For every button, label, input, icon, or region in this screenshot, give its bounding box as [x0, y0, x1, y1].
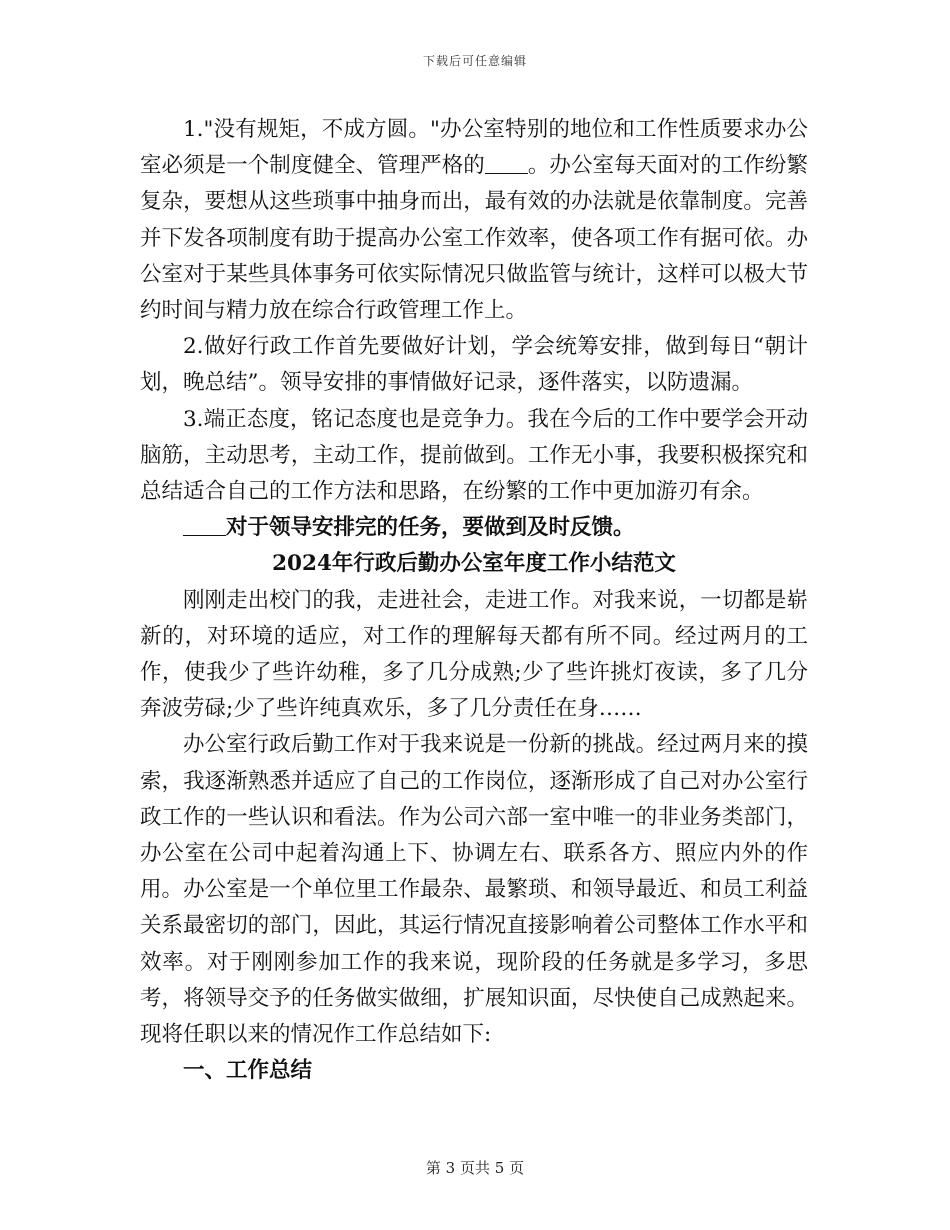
- paragraph-4: [140, 510, 808, 546]
- page-footer: 第 3 页共 5 页: [425, 1159, 525, 1177]
- paragraph-5: 刚刚走出校门的我，走进社会，走进工作。对我来说，一切都是崭新的，对环境的适应，对工作的理解每天都有所不同。经过两月的工作，使我少了些许幼稚，多了几分成熟;少了些许挑灯夜读，多了几分奔波劳碌;少了些许纯真欢乐，多了几分责任在身……: [140, 587, 808, 722]
- paragraph-1-text-b: 。办公室每天面对的工作纷繁复杂，要想从这些琐事中抽身而出，最有效的办法就是依靠制度。完善并下发各项制度有助于提高办公室工作效率，使各项工作有据可依。办公室对于某些具体事务可依实际情况只做监管与统计，这样可以极大节约时间与精力放在综合行政管理工作上。: [140, 153, 808, 324]
- paragraph-1-text-a: 1."没有规矩，不成方圆。"办公室特别的地位和工作性质要求办公室必须是一个制度健全、管理严格的: [140, 117, 808, 179]
- page-header: 下载后可任意编辑: [422, 54, 527, 68]
- document-body: [140, 112, 808, 1089]
- section-title: 2024年行政后勤办公室年度工作小结范文: [272, 551, 676, 577]
- fill-in-blank: [485, 154, 528, 174]
- paragraph-1: [140, 112, 808, 329]
- subsection-heading: 一、工作总结: [183, 1058, 313, 1084]
- paragraph-3: 3.端正态度，铭记态度也是竞争力。我在今后的工作中要学会开动脑筋，主动思考，主动工作，提前做到。工作无小事，我要积极探究和总结适合自己的工作方法和思路，在纷繁的工作中更加游刃有余。: [140, 406, 808, 505]
- paragraph-6: 办公室行政后勤工作对于我来说是一份新的挑战。经过两月来的摸索，我逐渐熟悉并适应了自己的工作岗位，逐渐形成了自己对办公室行政工作的一些认识和看法。作为公司六部一室中唯一的非业务类部门，办公室在公司中起着沟通上下、协调左右、联系各方、照应内外的作用。办公室是一个单位里工作最杂、最繁琐、和领导最近、和员工利益关系最密切的部门，因此，其运行情况直接影响着公司整体工作水平和效率。对于刚刚参加工作的我来说，现阶段的任务就是多学习，多思考，将领导交予的任务做实做细，扩展知识面，尽快使自己成熟起来。现将任职以来的情况作工作总结如下:: [140, 732, 808, 1048]
- paragraph-2: 2.做好行政工作首先要做好计划，学会统筹安排，做到每日“朝计划，晚总结”。领导安排的事情做好记录，逐件落实，以防遗漏。: [140, 334, 808, 396]
- fill-in-blank: [183, 516, 226, 536]
- paragraph-4-text: 对于领导安排完的任务，要做到及时反馈。: [226, 515, 635, 541]
